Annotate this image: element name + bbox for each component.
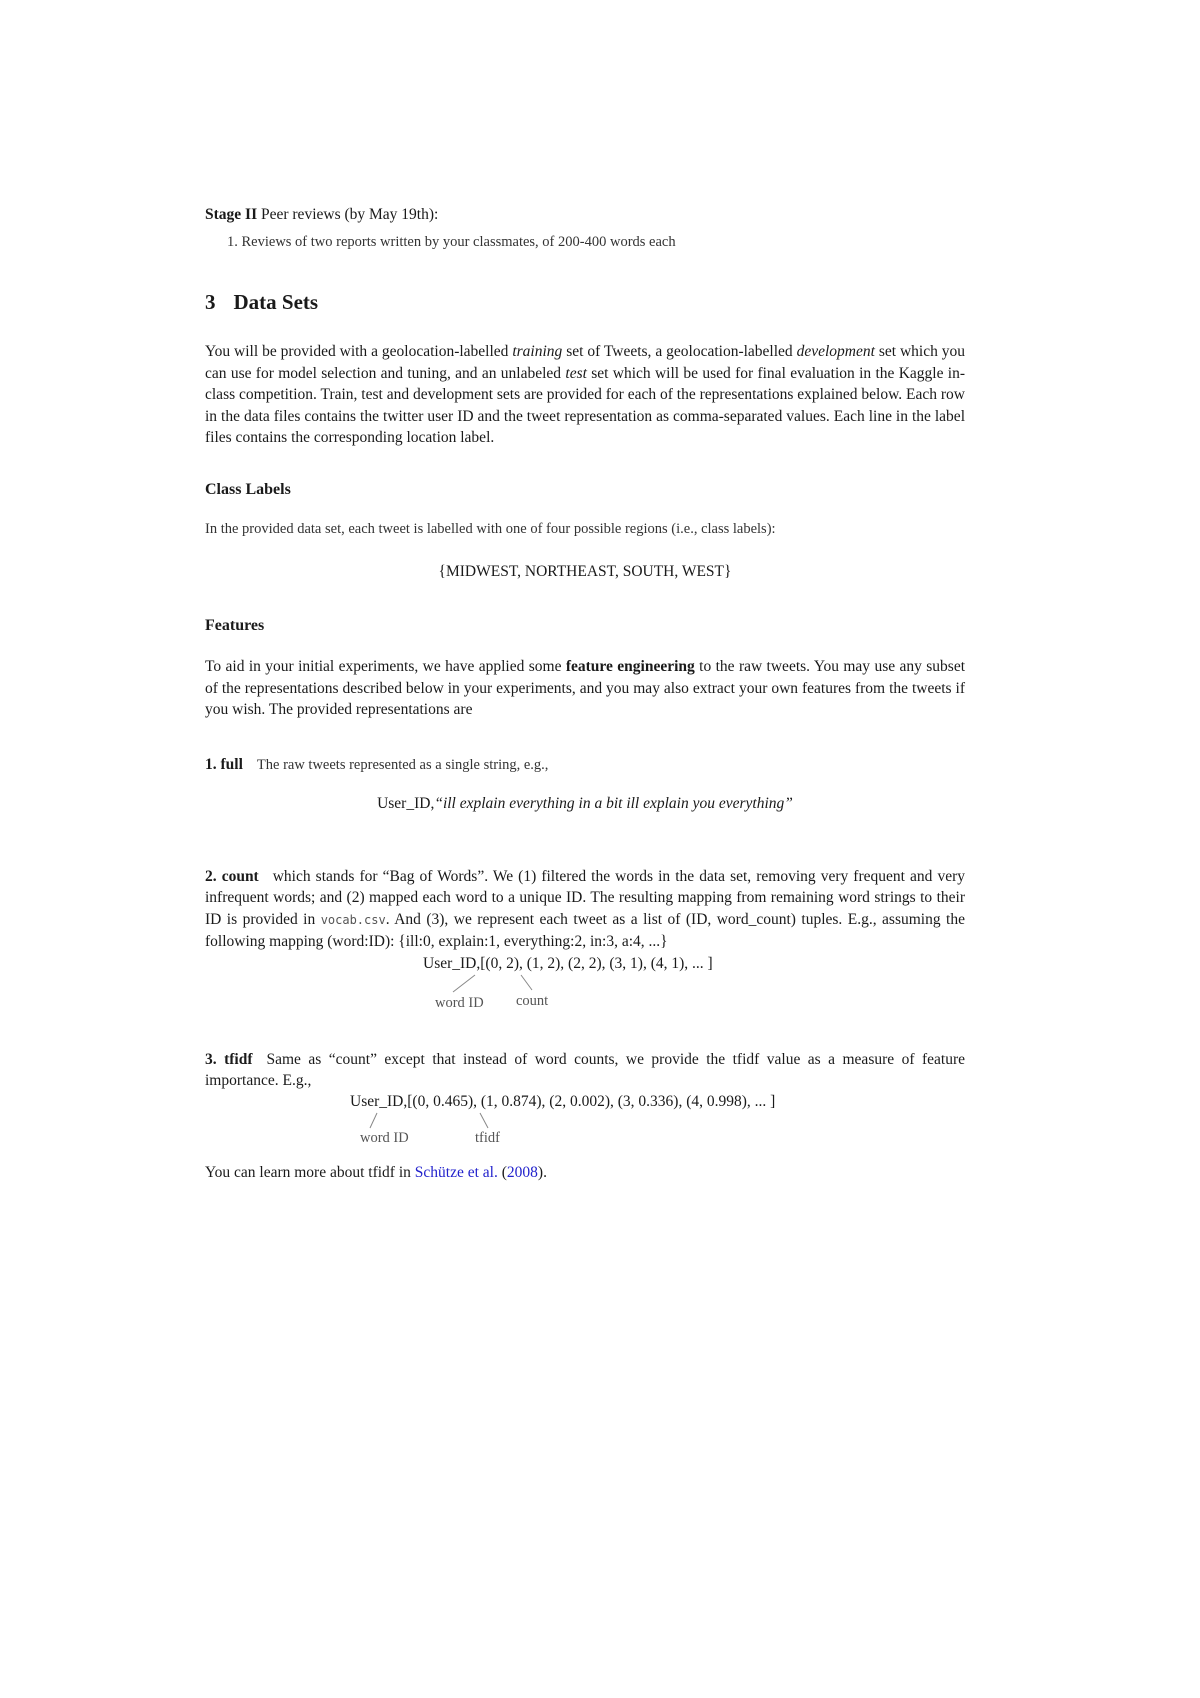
- intro-test: test: [565, 364, 587, 382]
- tfidf-representation: [205, 1049, 965, 1092]
- tfidf-text: Same as “count” except that instead of word counts, we provide the tfidf value as a measure of feature importance. E.g.,: [205, 1050, 965, 1089]
- count-annotation-word-id: word ID: [435, 995, 484, 1011]
- full-example-quote: “ill explain everything in a bit ill explain you everything”: [434, 795, 793, 812]
- tfidf-example: User_ID,[(0, 0.465), (1, 0.874), (2, 0.002), (3, 0.336), (4, 0.998), ... ]: [350, 1093, 776, 1110]
- intro-text-3: set which you can use for model selection and tuning, and an unlabeled: [205, 343, 966, 382]
- count-title: 2. count: [205, 867, 259, 885]
- section-title: Data Sets: [233, 290, 319, 314]
- closing-year-open: (: [497, 1164, 507, 1181]
- full-title: 1. full: [205, 756, 243, 773]
- intro-text-4: set which will be used for final evaluation in the Kaggle in-class competition. Train, test and development sets are provided for each of the representations explained below. Each row in the data files contains the twitter user ID and the tweet representation as comma-separated values. Each line in the label files contains the corresponding location label.: [205, 364, 965, 446]
- full-example-prefix: User_ID,: [377, 795, 435, 812]
- tfidf-value-leader: [480, 1113, 488, 1128]
- intro-development: development: [796, 343, 875, 360]
- count-annotation-leaders: [205, 0, 965, 1200]
- section-number: 3: [205, 290, 216, 314]
- count-text-1: which stands for “Bag of Words”. We (1) filtered the words in the data set, removing very frequent and very infrequent words; and (2) mapped each word to a unique ID. The resulting mapping from remaining word strings to their ID is provided in: [205, 867, 965, 928]
- closing-year-close: ).: [537, 1164, 547, 1181]
- count-annotation-count: count: [516, 993, 549, 1009]
- stage-title: Stage II: [205, 206, 258, 223]
- intro-training: training: [512, 343, 563, 360]
- tfidf-annotation-tfidf: tfidf: [475, 1130, 500, 1146]
- vocab-filename: vocab.csv: [320, 912, 386, 927]
- features-bold-term: feature engineering: [565, 658, 695, 675]
- citation-year-link[interactable]: 2008: [506, 1164, 538, 1181]
- count-value-leader: [521, 975, 532, 990]
- stage-list-item: 1. Reviews of two reports written by your classmates, of 200-400 words each: [227, 234, 676, 250]
- full-description: The raw tweets represented as a single string, e.g.,: [256, 757, 549, 773]
- closing-paragraph: [205, 1164, 547, 1182]
- features-text-1: To aid in your initial experiments, we have applied some: [205, 658, 566, 675]
- count-word-id-leader: [453, 975, 475, 992]
- class-labels-heading: Class Labels: [205, 481, 291, 498]
- class-labels-paragraph: In the provided data set, each tweet is labelled with one of four possible regions (i.e., class labels):: [205, 521, 776, 537]
- tfidf-annotation-word-id: word ID: [360, 1130, 409, 1146]
- stage-subtitle: Peer reviews (by May 19th):: [260, 206, 439, 223]
- count-text-2: . And (3), we represent each tweet as a list of (ID, word_count) tuples. E.g., assuming the following mapping (word:ID): {ill:0, explain:1, everything:2, in:3, a:4, ...}: [205, 910, 965, 950]
- closing-text: You can learn more about tfidf in: [205, 1164, 415, 1181]
- tfidf-word-id-leader: [370, 1113, 377, 1128]
- tfidf-title: 3. tfidf: [205, 1050, 253, 1068]
- features-heading: Features: [205, 617, 265, 634]
- intro-text-1: You will be provided with a geolocation-labelled: [205, 343, 513, 360]
- citation-link[interactable]: Schütze et al.: [414, 1164, 498, 1181]
- count-example: User_ID,[(0, 2), (1, 2), (2, 2), (3, 1), (4, 1), ... ]: [423, 955, 713, 972]
- features-text-2: to the raw tweets. You may use any subset of the representations described below in your experiments, and you may also extract your own features from the tweets if you wish. The provided representations are: [205, 658, 966, 718]
- intro-text-2: set of Tweets, a geolocation-labelled: [562, 343, 797, 360]
- class-labels-set: {MIDWEST, NORTHEAST, SOUTH, WEST}: [438, 563, 732, 580]
